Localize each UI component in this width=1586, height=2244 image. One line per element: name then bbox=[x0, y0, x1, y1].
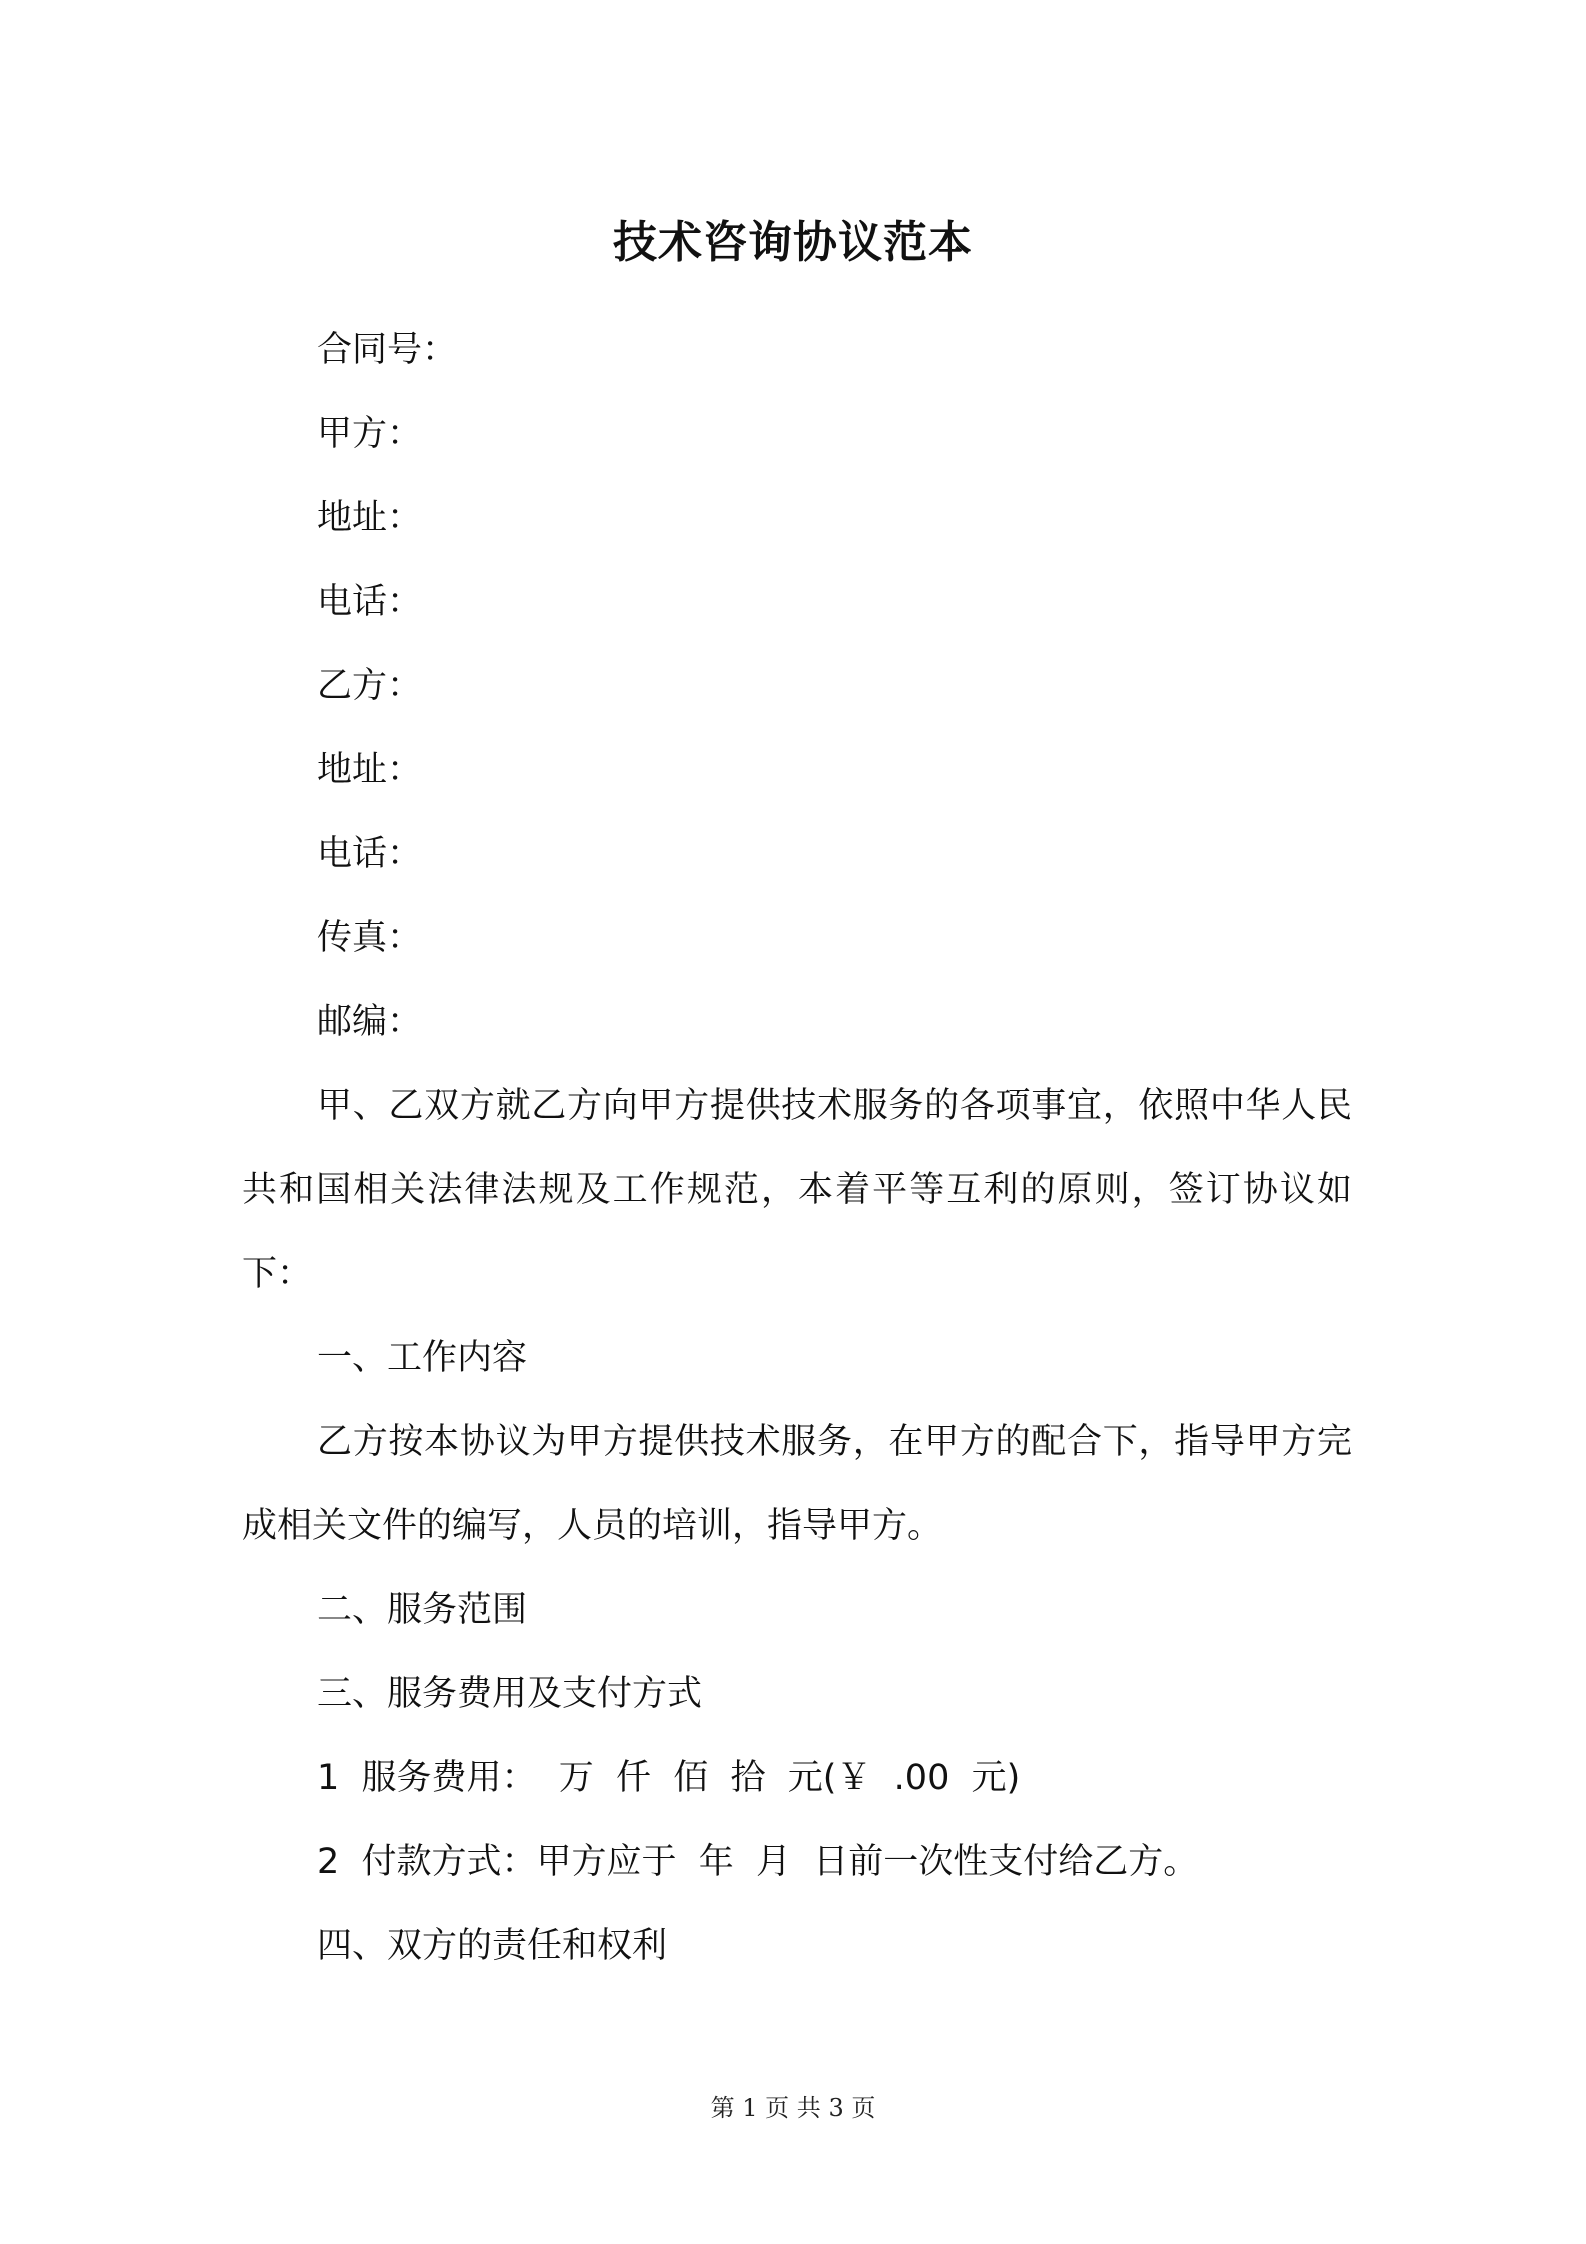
field-postcode: 邮编： bbox=[317, 1002, 423, 1042]
field-party-b-phone: 电话： bbox=[317, 834, 423, 874]
field-party-b-address: 地址： bbox=[317, 750, 423, 790]
section-1-paragraph: 乙方按本协议为甲方提供技术服务，在甲方的配合下，指导甲方完成相关文件的编写，人员的培训，指导甲方。 bbox=[242, 1422, 1352, 1546]
section-2-heading: 二、服务范围 bbox=[317, 1590, 528, 1630]
field-party-b: 乙方： bbox=[317, 666, 423, 706]
field-party-a-address: 地址： bbox=[317, 498, 423, 538]
field-party-a-phone: 电话： bbox=[317, 582, 423, 622]
payment-line: 2 付款方式：甲方应于 年 月 日前一次性支付给乙方。 bbox=[317, 1842, 1199, 1882]
section-3-heading: 三、服务费用及支付方式 bbox=[317, 1674, 703, 1714]
field-fax: 传真： bbox=[317, 918, 423, 958]
document-title: 技术咨询协议范本 bbox=[613, 217, 973, 268]
field-contract-number: 合同号： bbox=[317, 330, 458, 370]
section-1-heading: 一、工作内容 bbox=[317, 1338, 528, 1378]
field-party-a: 甲方： bbox=[317, 414, 423, 454]
section-4-heading: 四、双方的责任和权利 bbox=[317, 1926, 668, 1966]
intro-paragraph: 甲、乙双方就乙方向甲方提供技术服务的各项事宜，依照中华人民共和国相关法律法规及工作规范，本着平等互利的原则，签订协议如下： bbox=[242, 1086, 1352, 1294]
fee-line: 1 服务费用： 万 仟 佰 拾 元(￥ .00 元) bbox=[317, 1758, 1021, 1798]
page-footer: 第 1 页 共 3 页 bbox=[710, 2094, 876, 2122]
